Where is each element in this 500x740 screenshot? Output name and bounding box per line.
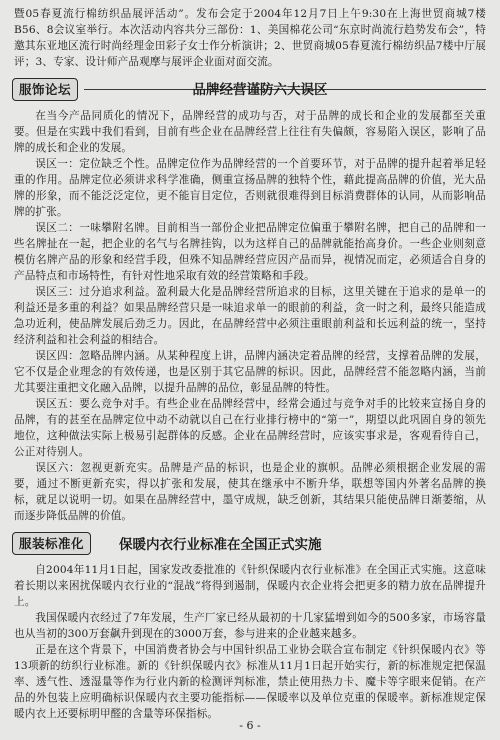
section2-paragraph: 正是在这个背景下，中国消费者协会与中国针织品工业协会联合宣布制定《针织保暖内衣》等13项新的纺织行业标准。新的《针织保暖内衣》标准从11月1日起开始实行，新的标准规定把保温率、透气性、透湿量等作为行业内新的检测评判标准，禁止使用热力卡、魔卡等字眼来促销。在产品的外包装上应明确标识保暖内衣主要功能指标——保暖率以及单位克重的保暖率。新标准规定保暖内衣上还要标明甲醛的含量等环保指标。 bbox=[14, 644, 486, 720]
intro-paragraph: 暨05春夏流行棉纺织品展评活动”。发布会定于2004年12月7日上午9:30在上海世贸商城7楼B56、8会议室举行。本次活动内容共分三部份：1、美国棉花公司“东京时尚流行趋势发布会”，特邀其东亚地区流行时尚经理金田彩子女士作分析演讲；2、世贸商城05春夏流行棉纺织品7楼中厅展评；3、专家、设计师产品观摩与展评企业面对面交流。 bbox=[14, 8, 486, 68]
section1-tag: 服饰论坛 bbox=[12, 78, 78, 101]
section1-paragraph: 在当今产品同质化的情况下，品牌经营的成功与否，对于品牌的成长和企业的发展都至关重要。但是在实践中我们看到，目前有些企业在品牌经营上往往有失偏颇，容易陷入误区，影响了品牌的成长和企业的发展。 bbox=[14, 110, 486, 154]
section1-paragraph: 误区二：一味攀附名牌。目前相当一部份企业把品牌定位偏重于攀附名牌，把自己的品牌和一些名牌扯在一起，把企业的名气与名牌挂钩，以为这样自己的品牌就能抬高身价。一些企业则刻意模仿名牌产品的形象和经营手段，但殊不知品牌经营应因产品而异，视情况而定，必须适合自身的产品特点和市场特性，有针对性地采取有效的经营策略和手段。 bbox=[14, 222, 486, 282]
section1-paragraph: 误区四：忽略品牌内涵。从某种程度上讲，品牌内涵决定着品牌的经营，支撑着品牌的发展，它不仅是企业理念的有效传递，也是区别于其它品牌的标识。因此，品牌经营不能忽略内涵，当前尤其要注重把文化融入品牌，以提升品牌的品位，彰显品牌的特性。 bbox=[14, 350, 486, 394]
section1-paragraph: 误区五：要么竞争对手。有些企业在品牌经营中，经常会通过与竞争对手的比较来宣扬自身的品牌，有的甚至在品牌定位中动不动就以自己在行业排行榜中的“第一”，期望以此巩固自身的领先地位，这种做法实际上极易引起群体的反感。企业在品牌经营时，应该实事求是，客观看待自己，公正对待别人。 bbox=[14, 398, 486, 458]
section2-paragraph: 自2004年11月1日起，国家发改委批准的《针织保暖内衣行业标准》在全国正式实施。这意味着长期以来困扰保暖内衣行业的“混战”将得到遏制，保暖内衣企业将会把更多的精力放在品牌提升上。 bbox=[14, 564, 486, 608]
section2-paragraph: 我国保暖内衣经过了7年发展，生产厂家已经从最初的十几家猛增到如今的500多家，市场容量也从当初的300万套飙升到现在的3000万套，参与进来的企业越来越多。 bbox=[14, 612, 486, 640]
section2-title: 保暖内衣行业标准在全国正式实施 bbox=[119, 537, 322, 553]
section2-tag: 服装标准化 bbox=[12, 532, 91, 555]
section1-title: 品牌经营谨防六大误区 bbox=[192, 82, 328, 98]
section1-paragraph: 误区三：过分追求利益。盈利最大化是品牌经营所追求的目标，这里关键在于追求的是单一的利益还是多重的利益？如果品牌经营只是一味追求单一的眼前的利益，贪一时之利，最终只能造成急功近利，使品牌发展后劲乏力。因此，在品牌经营中必须注重眼前利益和长远利益的统一，坚持经济利益和社会利益的相结合。 bbox=[14, 286, 486, 346]
section2-header bbox=[12, 532, 486, 554]
section1-paragraph: 误区一：定位缺乏个性。品牌定位作为品牌经营的一个首要环节，对于品牌的提升起着举足轻重的作用。品牌定位必须讲求科学准确，侧重宣扬品牌的独特个性，藉此提高品牌的价值，光大品牌的形象，而不能泛泛定位，更不能盲目定位，否则就很难得到目标消费群体的认同，从而影响品牌的扩张。 bbox=[14, 158, 486, 218]
section1-paragraph: 误区六：忽视更新充实。品牌是产品的标识，也是企业的旗帜。品牌必须根据企业发展的需要，通过不断更新充实，得以扩张和发展，使其在继承中不断升华，联想等国内外著名品牌的换标，就足以说明一切。如果在品牌经营中，墨守成规，缺乏创新，其结果只能使品牌日渐萎缩，从而逐步降低品牌的价值。 bbox=[14, 462, 486, 522]
page-number: - 6 - bbox=[239, 719, 261, 732]
